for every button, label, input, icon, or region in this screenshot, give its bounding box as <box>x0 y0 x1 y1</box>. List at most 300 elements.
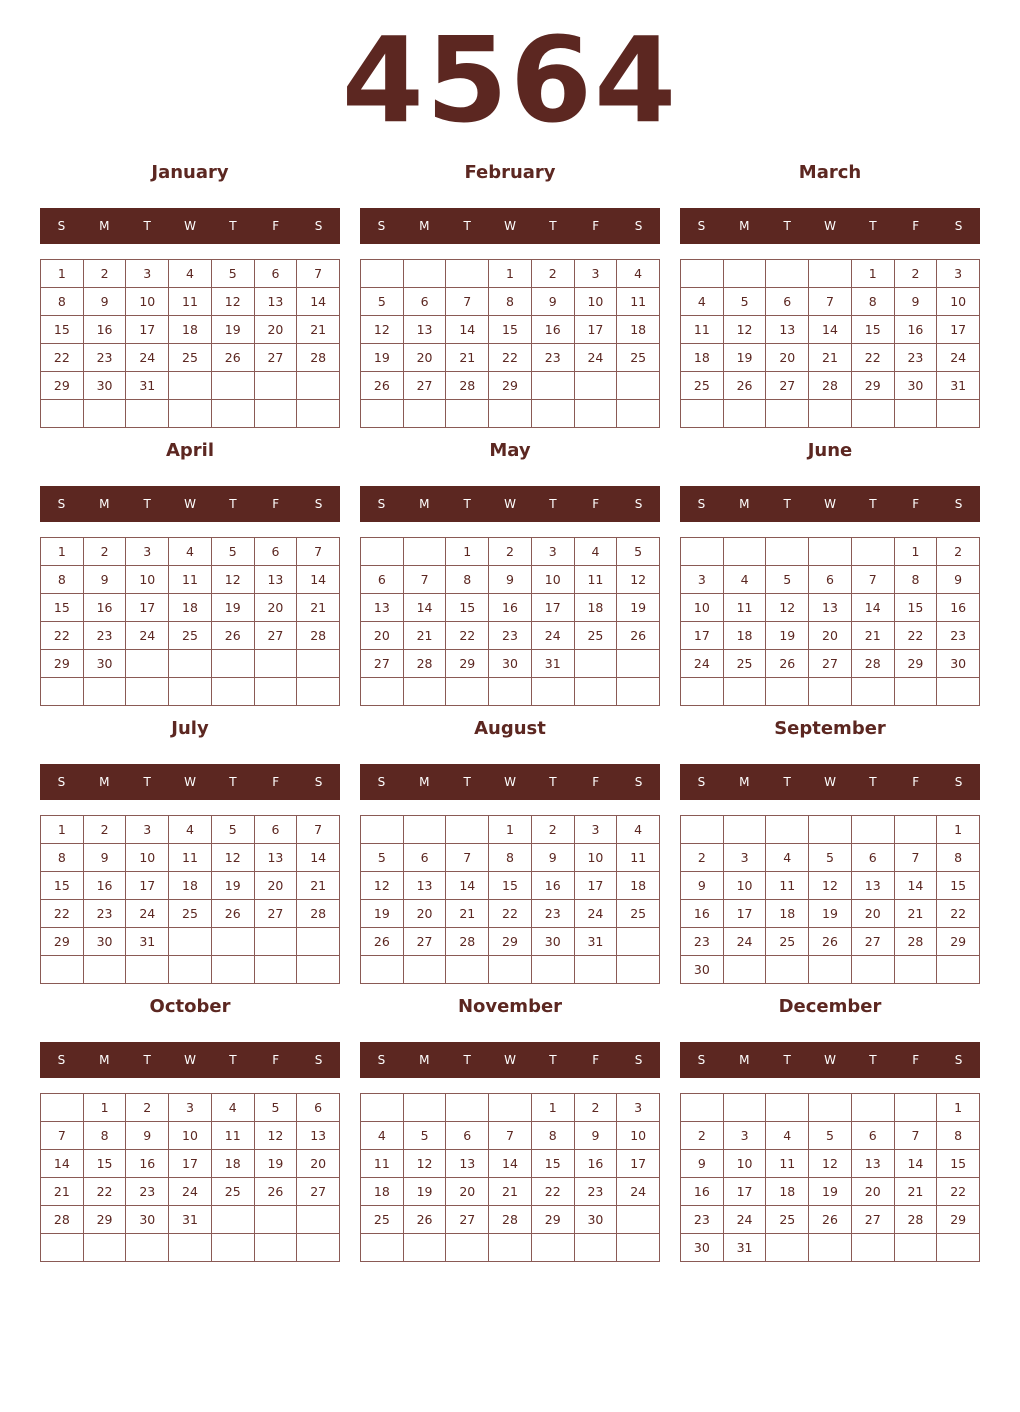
day-cell: 19 <box>212 316 255 344</box>
day-cell: 9 <box>681 872 724 900</box>
weekday-header <box>680 764 980 800</box>
day-cell: 18 <box>617 316 660 344</box>
day-cell: 5 <box>809 1122 852 1150</box>
empty-cell <box>404 1094 447 1122</box>
empty-cell <box>126 400 169 428</box>
day-cell: 29 <box>937 1206 980 1234</box>
day-cell: 17 <box>937 316 980 344</box>
weekday-label: T <box>549 775 557 789</box>
day-cell: 23 <box>681 1206 724 1234</box>
month-name: December <box>778 996 882 1017</box>
day-cell: 9 <box>532 844 575 872</box>
day-cell: 6 <box>404 288 447 316</box>
month-april <box>40 438 340 706</box>
day-cell: 20 <box>852 900 895 928</box>
weekday-label: S <box>377 497 386 511</box>
weekday-label: S <box>57 1053 66 1067</box>
day-cell: 24 <box>126 900 169 928</box>
weekday-label: S <box>314 775 323 789</box>
day-cell: 25 <box>766 928 809 956</box>
day-cell: 30 <box>84 928 127 956</box>
day-cell: 7 <box>446 288 489 316</box>
day-cell: 21 <box>895 1178 938 1206</box>
weekday-label: M <box>419 497 430 511</box>
day-cell: 22 <box>937 900 980 928</box>
day-cell: 24 <box>724 1206 767 1234</box>
empty-cell <box>532 678 575 706</box>
day-cell: 4 <box>169 816 212 844</box>
day-cell: 19 <box>361 900 404 928</box>
day-cell: 25 <box>169 344 212 372</box>
day-cell: 2 <box>681 844 724 872</box>
empty-cell <box>724 400 767 428</box>
day-cell: 8 <box>852 288 895 316</box>
month-september <box>680 716 980 984</box>
weekday-label: T <box>869 1053 877 1067</box>
weekday-label: T <box>869 219 877 233</box>
weekday-label: F <box>272 219 280 233</box>
day-cell: 19 <box>766 622 809 650</box>
day-cell: 7 <box>852 566 895 594</box>
empty-cell <box>895 400 938 428</box>
day-cell: 28 <box>404 650 447 678</box>
weekday-label: T <box>783 775 791 789</box>
month-name: January <box>151 162 229 183</box>
day-cell: 20 <box>766 344 809 372</box>
day-cell: 7 <box>297 538 340 566</box>
day-cell: 17 <box>575 316 618 344</box>
empty-cell <box>361 816 404 844</box>
weekday-label: M <box>739 497 750 511</box>
day-cell: 16 <box>126 1150 169 1178</box>
empty-cell <box>766 1234 809 1262</box>
day-cell: 11 <box>766 1150 809 1178</box>
day-cell: 19 <box>809 1178 852 1206</box>
day-cell: 30 <box>681 956 724 984</box>
day-cell: 4 <box>361 1122 404 1150</box>
empty-cell <box>766 400 809 428</box>
day-cell: 17 <box>681 622 724 650</box>
empty-cell <box>489 400 532 428</box>
month-november <box>360 994 660 1262</box>
day-cell: 10 <box>169 1122 212 1150</box>
day-cell: 11 <box>617 288 660 316</box>
day-cell: 13 <box>446 1150 489 1178</box>
empty-cell <box>41 400 84 428</box>
day-cell: 18 <box>724 622 767 650</box>
empty-cell <box>361 956 404 984</box>
empty-cell <box>575 678 618 706</box>
day-grid <box>360 815 660 984</box>
month-december <box>680 994 980 1262</box>
empty-cell <box>895 1234 938 1262</box>
day-cell: 20 <box>446 1178 489 1206</box>
empty-cell <box>84 1234 127 1262</box>
day-cell: 21 <box>297 316 340 344</box>
day-cell: 14 <box>297 566 340 594</box>
day-cell: 11 <box>212 1122 255 1150</box>
day-cell: 12 <box>361 872 404 900</box>
empty-cell <box>84 678 127 706</box>
day-cell: 12 <box>212 566 255 594</box>
day-cell: 9 <box>895 288 938 316</box>
weekday-label: S <box>954 1053 963 1067</box>
month-march <box>680 160 980 428</box>
day-cell: 3 <box>126 816 169 844</box>
day-cell: 13 <box>297 1122 340 1150</box>
day-cell: 15 <box>489 316 532 344</box>
day-cell: 26 <box>361 372 404 400</box>
day-cell: 29 <box>41 650 84 678</box>
day-cell: 13 <box>766 316 809 344</box>
day-grid <box>40 259 340 428</box>
day-cell: 27 <box>404 372 447 400</box>
weekday-header <box>680 1042 980 1078</box>
day-cell: 13 <box>852 1150 895 1178</box>
weekday-label: W <box>184 1053 196 1067</box>
day-cell: 17 <box>617 1150 660 1178</box>
day-cell: 5 <box>617 538 660 566</box>
day-cell: 6 <box>446 1122 489 1150</box>
day-cell: 3 <box>575 260 618 288</box>
day-cell: 18 <box>766 900 809 928</box>
day-cell: 29 <box>41 372 84 400</box>
day-grid <box>680 815 980 984</box>
day-cell: 13 <box>361 594 404 622</box>
empty-cell <box>404 956 447 984</box>
day-cell: 21 <box>404 622 447 650</box>
empty-cell <box>297 1206 340 1234</box>
empty-cell <box>809 956 852 984</box>
day-cell: 13 <box>255 566 298 594</box>
day-cell: 20 <box>297 1150 340 1178</box>
day-cell: 8 <box>532 1122 575 1150</box>
day-cell: 26 <box>212 622 255 650</box>
day-cell: 21 <box>297 872 340 900</box>
month-july <box>40 716 340 984</box>
empty-cell <box>809 400 852 428</box>
empty-cell <box>937 678 980 706</box>
day-cell: 25 <box>212 1178 255 1206</box>
weekday-header <box>360 486 660 522</box>
day-cell: 25 <box>169 622 212 650</box>
weekday-label: F <box>912 497 920 511</box>
day-grid <box>360 1093 660 1262</box>
day-cell: 3 <box>724 844 767 872</box>
day-cell: 24 <box>937 344 980 372</box>
day-cell: 18 <box>212 1150 255 1178</box>
day-cell: 5 <box>724 288 767 316</box>
empty-cell <box>766 956 809 984</box>
empty-cell <box>852 400 895 428</box>
day-cell: 28 <box>895 1206 938 1234</box>
day-cell: 3 <box>126 538 169 566</box>
day-cell: 21 <box>895 900 938 928</box>
empty-cell <box>681 816 724 844</box>
day-cell: 16 <box>84 594 127 622</box>
day-cell: 14 <box>446 316 489 344</box>
day-cell: 8 <box>41 288 84 316</box>
day-cell: 1 <box>41 816 84 844</box>
empty-cell <box>297 650 340 678</box>
weekday-label: T <box>463 775 471 789</box>
day-cell: 17 <box>126 316 169 344</box>
day-cell: 28 <box>852 650 895 678</box>
day-cell: 12 <box>809 1150 852 1178</box>
day-cell: 30 <box>84 650 127 678</box>
empty-cell <box>169 650 212 678</box>
weekday-header <box>360 208 660 244</box>
day-cell: 31 <box>575 928 618 956</box>
day-cell: 7 <box>446 844 489 872</box>
day-cell: 28 <box>41 1206 84 1234</box>
empty-cell <box>169 678 212 706</box>
day-cell: 22 <box>895 622 938 650</box>
empty-cell <box>255 678 298 706</box>
empty-cell <box>937 956 980 984</box>
day-cell: 14 <box>809 316 852 344</box>
day-cell: 9 <box>937 566 980 594</box>
weekday-label: S <box>314 1053 323 1067</box>
day-cell: 11 <box>724 594 767 622</box>
day-cell: 19 <box>404 1178 447 1206</box>
empty-cell <box>404 816 447 844</box>
day-cell: 2 <box>126 1094 169 1122</box>
day-cell: 20 <box>255 316 298 344</box>
day-grid <box>360 537 660 706</box>
day-cell: 8 <box>446 566 489 594</box>
day-cell: 5 <box>766 566 809 594</box>
day-cell: 22 <box>446 622 489 650</box>
day-cell: 25 <box>361 1206 404 1234</box>
weekday-label: S <box>697 219 706 233</box>
day-cell: 2 <box>937 538 980 566</box>
day-cell: 11 <box>169 844 212 872</box>
empty-cell <box>41 956 84 984</box>
day-cell: 19 <box>724 344 767 372</box>
day-cell: 1 <box>84 1094 127 1122</box>
empty-cell <box>255 928 298 956</box>
day-cell: 12 <box>212 288 255 316</box>
day-cell: 5 <box>255 1094 298 1122</box>
empty-cell <box>446 816 489 844</box>
weekday-label: T <box>549 497 557 511</box>
day-cell: 28 <box>809 372 852 400</box>
day-cell: 15 <box>852 316 895 344</box>
day-cell: 24 <box>169 1178 212 1206</box>
day-cell: 16 <box>84 872 127 900</box>
empty-cell <box>41 678 84 706</box>
empty-cell <box>937 1234 980 1262</box>
day-cell: 7 <box>297 816 340 844</box>
day-cell: 15 <box>895 594 938 622</box>
day-cell: 21 <box>489 1178 532 1206</box>
day-cell: 7 <box>489 1122 532 1150</box>
day-cell: 27 <box>361 650 404 678</box>
day-cell: 20 <box>404 344 447 372</box>
empty-cell <box>84 956 127 984</box>
month-name: February <box>464 162 556 183</box>
day-cell: 4 <box>575 538 618 566</box>
day-cell: 4 <box>169 260 212 288</box>
day-cell: 13 <box>404 316 447 344</box>
weekday-label: S <box>954 219 963 233</box>
empty-cell <box>212 928 255 956</box>
weekday-label: M <box>739 775 750 789</box>
day-cell: 12 <box>404 1150 447 1178</box>
day-cell: 1 <box>937 1094 980 1122</box>
weekday-label: W <box>504 219 516 233</box>
day-cell: 17 <box>126 872 169 900</box>
day-cell: 3 <box>126 260 169 288</box>
empty-cell <box>681 1094 724 1122</box>
day-cell: 9 <box>532 288 575 316</box>
day-cell: 26 <box>361 928 404 956</box>
empty-cell <box>255 956 298 984</box>
empty-cell <box>809 260 852 288</box>
day-cell: 6 <box>255 538 298 566</box>
day-cell: 12 <box>809 872 852 900</box>
empty-cell <box>212 678 255 706</box>
day-cell: 27 <box>446 1206 489 1234</box>
day-cell: 6 <box>766 288 809 316</box>
day-cell: 2 <box>532 816 575 844</box>
empty-cell <box>41 1094 84 1122</box>
empty-cell <box>852 956 895 984</box>
day-cell: 26 <box>809 928 852 956</box>
empty-cell <box>724 260 767 288</box>
day-cell: 9 <box>681 1150 724 1178</box>
weekday-label: T <box>869 497 877 511</box>
empty-cell <box>446 260 489 288</box>
empty-cell <box>255 372 298 400</box>
day-cell: 1 <box>41 260 84 288</box>
empty-cell <box>809 1234 852 1262</box>
day-grid <box>40 815 340 984</box>
weekday-header <box>40 208 340 244</box>
day-cell: 26 <box>255 1178 298 1206</box>
day-cell: 14 <box>489 1150 532 1178</box>
day-cell: 9 <box>84 844 127 872</box>
day-cell: 28 <box>297 900 340 928</box>
weekday-label: T <box>549 219 557 233</box>
day-cell: 14 <box>297 844 340 872</box>
day-cell: 24 <box>575 344 618 372</box>
weekday-label: M <box>99 497 110 511</box>
day-cell: 19 <box>212 594 255 622</box>
day-cell: 2 <box>895 260 938 288</box>
day-cell: 26 <box>617 622 660 650</box>
empty-cell <box>404 400 447 428</box>
month-name: May <box>489 440 531 461</box>
day-cell: 26 <box>724 372 767 400</box>
empty-cell <box>809 816 852 844</box>
day-cell: 30 <box>681 1234 724 1262</box>
day-cell: 5 <box>361 844 404 872</box>
day-cell: 12 <box>361 316 404 344</box>
weekday-header <box>360 764 660 800</box>
day-cell: 10 <box>681 594 724 622</box>
empty-cell <box>169 928 212 956</box>
day-cell: 17 <box>724 1178 767 1206</box>
day-cell: 3 <box>724 1122 767 1150</box>
day-cell: 6 <box>255 816 298 844</box>
empty-cell <box>446 400 489 428</box>
weekday-label: S <box>377 775 386 789</box>
day-cell: 18 <box>361 1178 404 1206</box>
day-cell: 21 <box>809 344 852 372</box>
day-grid <box>40 1093 340 1262</box>
day-cell: 27 <box>404 928 447 956</box>
day-cell: 10 <box>126 566 169 594</box>
day-cell: 20 <box>809 622 852 650</box>
empty-cell <box>489 1234 532 1262</box>
empty-cell <box>361 260 404 288</box>
weekday-label: W <box>504 497 516 511</box>
day-cell: 11 <box>169 288 212 316</box>
day-cell: 6 <box>255 260 298 288</box>
empty-cell <box>255 650 298 678</box>
empty-cell <box>575 1234 618 1262</box>
weekday-header <box>40 1042 340 1078</box>
day-cell: 30 <box>895 372 938 400</box>
day-cell: 7 <box>809 288 852 316</box>
day-cell: 6 <box>297 1094 340 1122</box>
day-cell: 29 <box>489 372 532 400</box>
day-cell: 19 <box>617 594 660 622</box>
day-cell: 12 <box>724 316 767 344</box>
day-cell: 10 <box>724 872 767 900</box>
day-cell: 17 <box>169 1150 212 1178</box>
empty-cell <box>766 1094 809 1122</box>
day-cell: 27 <box>766 372 809 400</box>
day-cell: 8 <box>489 844 532 872</box>
day-cell: 5 <box>212 816 255 844</box>
day-cell: 24 <box>724 928 767 956</box>
day-cell: 24 <box>617 1178 660 1206</box>
empty-cell <box>212 650 255 678</box>
day-cell: 15 <box>532 1150 575 1178</box>
weekday-label: W <box>824 1053 836 1067</box>
weekday-label: T <box>143 1053 151 1067</box>
day-cell: 14 <box>852 594 895 622</box>
day-cell: 10 <box>724 1150 767 1178</box>
empty-cell <box>809 538 852 566</box>
day-cell: 29 <box>84 1206 127 1234</box>
weekday-label: T <box>229 219 237 233</box>
weekday-label: W <box>184 219 196 233</box>
day-cell: 24 <box>532 622 575 650</box>
day-cell: 28 <box>446 928 489 956</box>
weekday-label: W <box>824 219 836 233</box>
day-cell: 13 <box>404 872 447 900</box>
empty-cell <box>724 1094 767 1122</box>
day-cell: 18 <box>681 344 724 372</box>
month-name: July <box>171 718 209 739</box>
empty-cell <box>575 650 618 678</box>
weekday-label: F <box>912 1053 920 1067</box>
day-grid <box>360 259 660 428</box>
empty-cell <box>361 678 404 706</box>
day-cell: 1 <box>937 816 980 844</box>
day-cell: 7 <box>895 1122 938 1150</box>
empty-cell <box>681 538 724 566</box>
day-cell: 9 <box>489 566 532 594</box>
day-cell: 23 <box>84 344 127 372</box>
day-cell: 22 <box>41 344 84 372</box>
empty-cell <box>297 928 340 956</box>
day-cell: 7 <box>41 1122 84 1150</box>
